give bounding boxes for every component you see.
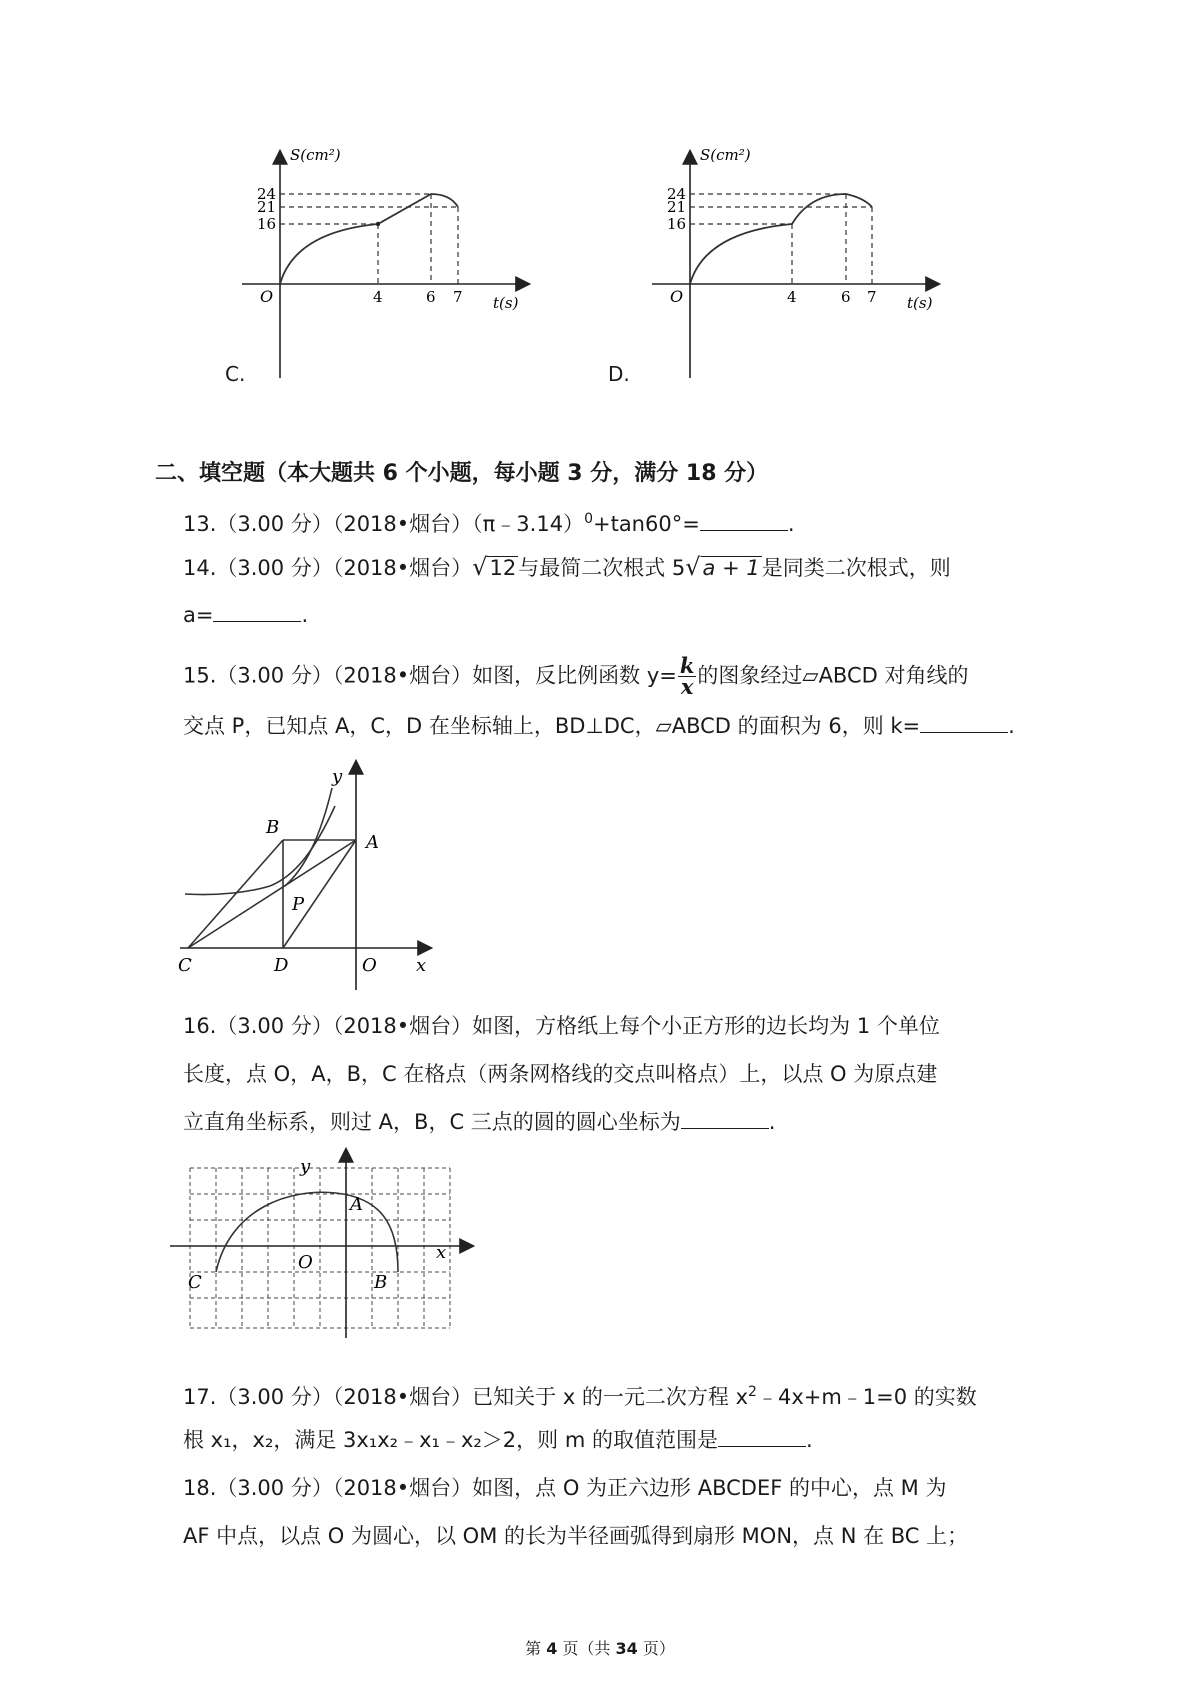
q17-answer-blank[interactable] bbox=[718, 1426, 806, 1447]
q15-suffix: 的图象经过▱ABCD 对角线的 bbox=[697, 663, 969, 688]
question-17 bbox=[183, 1378, 977, 1411]
q14-line2: a= bbox=[183, 603, 214, 627]
tick-t6: 6 bbox=[426, 288, 436, 306]
origin-label: O bbox=[260, 287, 274, 306]
q18-line1: 18.（3.00 分）（2018•烟台）如图，点 O 为正六边形 ABCDEF 的中心，点 M 为 bbox=[183, 1476, 947, 1500]
q15-answer-blank[interactable] bbox=[920, 712, 1008, 733]
point-t4 bbox=[376, 222, 380, 226]
tick-16: 16 bbox=[257, 215, 277, 233]
tick-24: 24 bbox=[257, 185, 277, 203]
q15-fraction bbox=[678, 653, 697, 699]
question-15-line-2 bbox=[183, 712, 1015, 740]
question-16-line-3 bbox=[183, 1108, 775, 1136]
tick-21: 21 bbox=[257, 198, 277, 216]
q14-mid: 与最简二次根式 5 bbox=[518, 556, 686, 580]
q13-end: . bbox=[787, 512, 795, 536]
label-p: P bbox=[292, 894, 305, 915]
label-c: C bbox=[178, 955, 192, 976]
y-axis-label: S(cm²) bbox=[700, 146, 751, 164]
question-18-line-2 bbox=[183, 1522, 968, 1550]
tick-t4: 4 bbox=[373, 288, 383, 306]
q15-frac-num: k bbox=[679, 653, 695, 678]
label-c: C bbox=[188, 1272, 202, 1293]
tick-t4: 4 bbox=[787, 288, 797, 306]
label-b: B bbox=[374, 1272, 388, 1293]
question-15 bbox=[183, 653, 969, 699]
footer-mid: 页（共 bbox=[557, 1639, 616, 1658]
page-footer bbox=[0, 1636, 1200, 1659]
q13-exponent: 0 bbox=[584, 511, 593, 527]
q16-answer-blank[interactable] bbox=[681, 1108, 769, 1129]
question-18 bbox=[183, 1474, 946, 1502]
hyperbola-lower bbox=[185, 806, 335, 895]
question-14-line-2 bbox=[183, 601, 308, 629]
q14-answer-blank[interactable] bbox=[213, 601, 301, 622]
q16-line3: 立直角坐标系，则过 A，B，C 三点的圆的圆心坐标为 bbox=[183, 1110, 681, 1134]
q14-prefix: 14.（3.00 分）（2018•烟台） bbox=[183, 556, 473, 580]
origin-label: O bbox=[670, 287, 684, 306]
q14-radicand-1: 12 bbox=[489, 556, 517, 580]
q15-prefix: 15.（3.00 分）（2018•烟台）如图，反比例函数 y= bbox=[183, 663, 677, 688]
x-axis-label: t(s) bbox=[493, 294, 519, 312]
tick-24: 24 bbox=[667, 185, 687, 203]
footer-post: 页） bbox=[637, 1639, 675, 1658]
option-c-label: C. bbox=[225, 362, 246, 386]
q13-prefix: 13.（3.00 分）（2018•烟台）（π﹣3.14） bbox=[183, 512, 585, 536]
x-axis-label: t(s) bbox=[907, 294, 933, 312]
footer-total-pages: 34 bbox=[615, 1639, 638, 1658]
tick-t6: 6 bbox=[841, 288, 851, 306]
label-b: B bbox=[266, 817, 280, 838]
label-a: A bbox=[366, 832, 379, 853]
graph-c bbox=[240, 146, 560, 380]
tick-21: 21 bbox=[667, 198, 687, 216]
q14-end: . bbox=[301, 603, 309, 627]
question-16 bbox=[183, 1012, 940, 1040]
q16-line1: 16.（3.00 分）（2018•烟台）如图，方格纸上每个小正方形的边长均为 1 个单位 bbox=[183, 1014, 940, 1038]
tick-16: 16 bbox=[667, 215, 687, 233]
y-axis-label: S(cm²) bbox=[290, 146, 341, 164]
q15-line2: 交点 P，已知点 A，C，D 在坐标轴上，BD⊥DC，▱ABCD 的面积为 6，则 k= bbox=[183, 714, 921, 738]
q17-exponent: 2 bbox=[748, 1384, 757, 1400]
q13-answer-blank[interactable] bbox=[700, 510, 788, 531]
q18-line2: AF 中点，以点 O 为圆心，以 OM 的长为半径画弧得到扇形 MON，点 N 在 BC 上； bbox=[183, 1524, 969, 1548]
label-x: x bbox=[436, 1242, 447, 1263]
q14-suffix: 是同类二次根式，则 bbox=[761, 556, 951, 580]
question-17-line-2 bbox=[183, 1426, 813, 1454]
question-14: 14.（3.00 分）（2018•烟台）√12与最简二次根式 5√a + 1是同类二次根式，则 bbox=[183, 553, 951, 581]
label-d: D bbox=[274, 955, 289, 976]
q17-line1-b: ﹣4x+m﹣1=0 的实数 bbox=[756, 1385, 977, 1409]
label-y: y bbox=[332, 766, 343, 787]
q16-line2: 长度，点 O，A，B，C 在格点（两条网格线的交点叫格点）上，以点 O 为原点建 bbox=[183, 1062, 938, 1086]
section-title: 二、填空题（本大题共 6 个小题，每小题 3 分，满分 18 分） bbox=[155, 461, 769, 486]
question-13 bbox=[183, 505, 795, 538]
label-y: y bbox=[300, 1156, 311, 1177]
q17-line2: 根 x₁，x₂，满足 3x₁x₂﹣x₁﹣x₂＞2，则 m 的取值范围是 bbox=[183, 1428, 718, 1452]
option-d-label: D. bbox=[608, 362, 630, 386]
figure-15 bbox=[180, 758, 440, 998]
q14-radicand-2: a + 1 bbox=[702, 556, 760, 580]
q16-end: . bbox=[768, 1110, 776, 1134]
q17-end: . bbox=[805, 1428, 813, 1452]
q15-end: . bbox=[1008, 714, 1015, 738]
question-16-line-2 bbox=[183, 1060, 937, 1088]
q13-rest: +tan60°= bbox=[592, 512, 700, 536]
figure-16 bbox=[160, 1148, 500, 1338]
label-o: O bbox=[298, 1252, 313, 1273]
q15-frac-den: x bbox=[680, 674, 694, 699]
tick-t7: 7 bbox=[867, 288, 877, 306]
label-o: O bbox=[362, 955, 377, 976]
label-x: x bbox=[416, 955, 427, 976]
label-a: A bbox=[350, 1194, 363, 1215]
footer-page-number: 4 bbox=[546, 1639, 558, 1658]
footer-pre: 第 bbox=[525, 1639, 547, 1658]
graph-d bbox=[650, 146, 970, 380]
q17-line1-a: 17.（3.00 分）（2018•烟台）已知关于 x 的一元二次方程 x bbox=[183, 1385, 749, 1409]
tick-t7: 7 bbox=[453, 288, 463, 306]
